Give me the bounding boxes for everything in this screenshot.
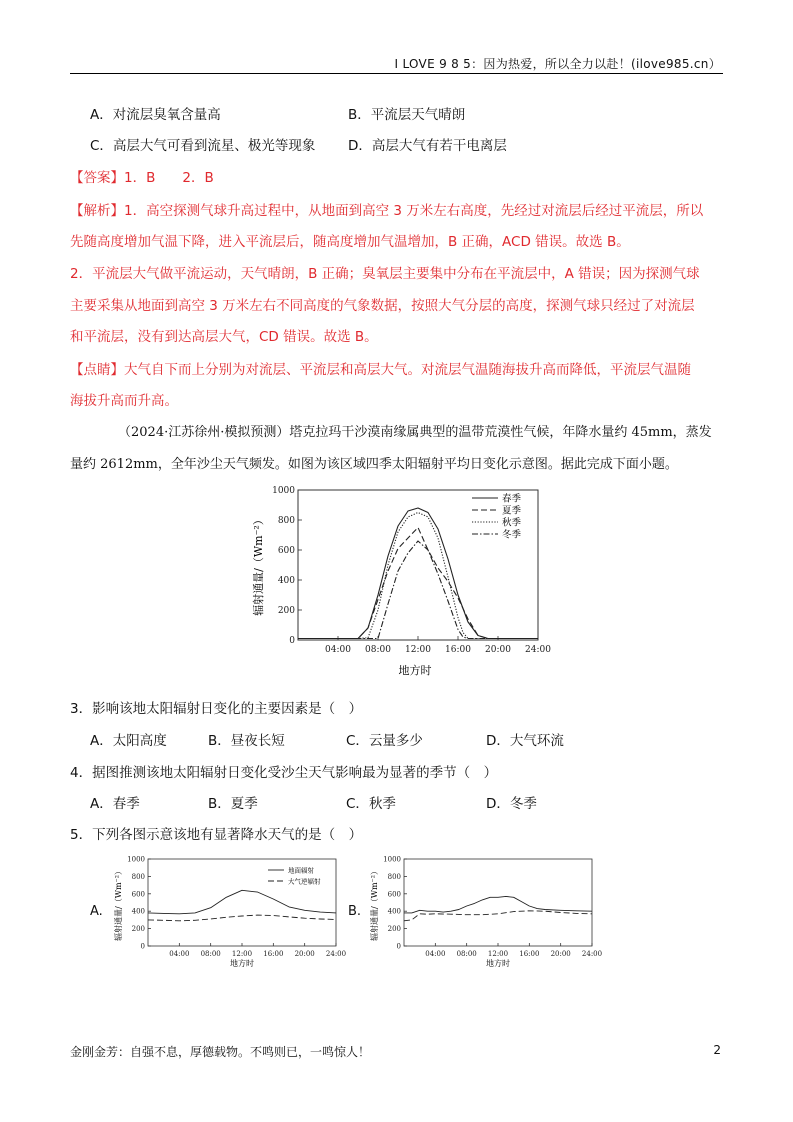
option-letter: C． [346, 796, 369, 812]
x-axis-label: 地方时 [486, 959, 510, 968]
series-line-1 [298, 528, 538, 639]
option-letter: B． [208, 733, 231, 749]
x-tick-label: 24:00 [525, 645, 551, 655]
y-tick-label: 400 [131, 907, 145, 916]
option-letter: A． [90, 733, 113, 749]
series-line-3 [298, 541, 538, 639]
y-tick-label: 800 [277, 516, 295, 527]
y-tick-label: 400 [277, 576, 295, 587]
option-text: 夏季 [230, 796, 258, 812]
page-number: 2 [713, 1043, 721, 1057]
y-tick-label: 1000 [383, 855, 401, 864]
passage-line: 量约 2612mm，全年沙尘天气频发。如图为该区域四季太阳辐射平均日变化示意图。据此完成下面小题。 [70, 457, 678, 472]
option-letter: A． [90, 107, 113, 123]
footer-motto: 金刚金芳：自强不息，厚德载物。不鸣则已，一鸣惊人！ [70, 1045, 371, 1059]
option-text: 高层大气有若干电离层 [371, 138, 507, 154]
y-tick-label: 400 [387, 907, 401, 916]
x-tick-label: 04:00 [169, 950, 190, 958]
y-tick-label: 1000 [272, 486, 295, 497]
option-letter: B． [348, 107, 371, 123]
x-tick-label: 04:00 [425, 950, 446, 958]
option-a [90, 103, 221, 123]
analysis-line: 【解析】1．高空探测气球升高过程中，从地面到高空 3 万米左右高度，先经过对流层后经过平流层，所以 [70, 203, 704, 219]
y-tick-label: 0 [289, 636, 295, 647]
analysis-line: 2．平流层大气做平流运动，天气晴朗，B 正确；臭氧层主要集中分布在平流层中，A 错误；因为探测气球 [70, 266, 700, 282]
analysis-line: 先随高度增加气温下降，进入平流层后，随高度增加气温增加，B 正确，ACD 错误。故选 B。 [70, 234, 630, 250]
y-tick-label: 0 [396, 942, 401, 951]
y-axis-label: 辐射通量/（Wm⁻²） [370, 867, 379, 941]
series-line-1 [148, 915, 336, 921]
series-line-0 [404, 896, 592, 913]
x-tick-label: 24:00 [325, 950, 347, 958]
tip-line: 海拔升高而升高。 [70, 393, 178, 409]
x-tick-label: 20:00 [294, 950, 315, 958]
option-letter: B． [208, 796, 231, 812]
option-text: 冬季 [509, 796, 537, 812]
q3-option-a [90, 729, 167, 749]
main-chart [250, 482, 550, 680]
header-rule [70, 73, 723, 74]
x-axis-label: 地方时 [230, 959, 254, 968]
x-tick-label: 16:00 [519, 950, 540, 958]
option-c [90, 134, 315, 154]
q4-option-c [346, 792, 396, 812]
tip-line: 【点睛】大气自下而上分别为对流层、平流层和高层大气。对流层气温随海拔升高而降低，平流层气温随 [70, 362, 691, 378]
y-tick-label: 600 [277, 546, 295, 557]
analysis-line: 和平流层，没有到达高层大气，CD 错误。故选 B。 [70, 329, 378, 345]
y-tick-label: 200 [277, 606, 295, 617]
y-tick-label: 200 [131, 925, 145, 934]
legend-label: 秋季 [502, 517, 522, 529]
q3-option-d [486, 729, 564, 749]
option-text: 太阳高度 [112, 733, 167, 749]
y-tick-label: 800 [387, 872, 401, 881]
option-letter: D． [486, 733, 510, 749]
legend-label: 冬季 [502, 529, 522, 541]
plot-frame [404, 859, 592, 946]
option-letter: D． [348, 138, 372, 154]
legend-label: 地面辐射 [288, 866, 314, 875]
x-tick-label: 04:00 [325, 645, 351, 655]
x-tick-label: 20:00 [485, 645, 511, 655]
analysis-line: 主要采集从地面到高空 3 万米左右不同高度的气象数据，按照大气分层的高度，探测气球只经过了对流层 [70, 298, 695, 314]
option-d [348, 134, 507, 154]
option-text: 秋季 [368, 796, 396, 812]
x-tick-label: 08:00 [365, 645, 391, 655]
x-tick-label: 12:00 [405, 645, 431, 655]
legend-label: 大气逆辐射 [288, 877, 321, 886]
q4-option-a [90, 792, 140, 812]
x-tick-label: 12:00 [231, 950, 253, 958]
x-tick-label: 08:00 [456, 950, 477, 958]
option-text: 春季 [112, 796, 140, 812]
x-tick-label: 08:00 [200, 950, 221, 958]
option-a-label: A. [90, 904, 103, 919]
legend-label: 夏季 [502, 505, 522, 517]
legend-label: 春季 [502, 493, 522, 505]
option-text: 对流层臭氧含量高 [112, 107, 221, 123]
option-text: 云量多少 [368, 733, 423, 749]
q4-option-b [208, 792, 258, 812]
answer-line: 【答案】1．B 2．B [70, 170, 214, 186]
question-5-stem: 5．下列各图示意该地有显著降水天气的是（ ） [70, 827, 363, 843]
y-axis-label: 辐射通量/（Wm⁻²） [252, 514, 265, 616]
option-b-chart [368, 852, 603, 970]
x-tick-label: 24:00 [581, 950, 603, 958]
option-a-chart [112, 852, 347, 970]
option-letter: D． [486, 796, 510, 812]
option-text: 高层大气可看到流星、极光等现象 [112, 138, 316, 154]
option-letter: C． [90, 138, 113, 154]
option-text: 大气环流 [509, 733, 564, 749]
option-b-label: B. [348, 904, 362, 919]
x-tick-label: 16:00 [445, 645, 471, 655]
x-tick-label: 16:00 [263, 950, 284, 958]
y-axis-label: 辐射通量/（Wm⁻²） [114, 867, 123, 941]
series-line-0 [148, 890, 336, 914]
y-tick-label: 600 [131, 890, 145, 899]
passage-line: （2024·江苏徐州·模拟预测）塔克拉玛干沙漠南缘属典型的温带荒漠性气候，年降水量约 45mm，蒸发 [118, 425, 712, 440]
option-letter: C． [346, 733, 369, 749]
q3-option-b [208, 729, 285, 749]
question-4-stem: 4．据图推测该地太阳辐射日变化受沙尘天气影响最为显著的季节（ ） [70, 765, 498, 781]
y-tick-label: 200 [387, 925, 401, 934]
y-tick-label: 800 [131, 872, 145, 881]
x-tick-label: 12:00 [487, 950, 509, 958]
question-3-stem: 3．影响该地太阳辐射日变化的主要因素是（ ） [70, 701, 363, 717]
q4-option-d [486, 792, 537, 812]
q3-option-c [346, 729, 423, 749]
x-tick-label: 20:00 [550, 950, 571, 958]
x-axis-label: 地方时 [398, 664, 432, 677]
option-b [348, 103, 465, 123]
y-tick-label: 0 [140, 942, 145, 951]
y-tick-label: 1000 [127, 855, 145, 864]
option-text: 昼夜长短 [230, 733, 285, 749]
option-text: 平流层天气晴朗 [370, 107, 466, 123]
y-tick-label: 600 [387, 890, 401, 899]
page-header: I LOVE 9 8 5：因为热爱，所以全力以赴！(ilove985.cn） [394, 57, 721, 71]
option-letter: A． [90, 796, 113, 812]
series-line-1 [404, 911, 592, 921]
